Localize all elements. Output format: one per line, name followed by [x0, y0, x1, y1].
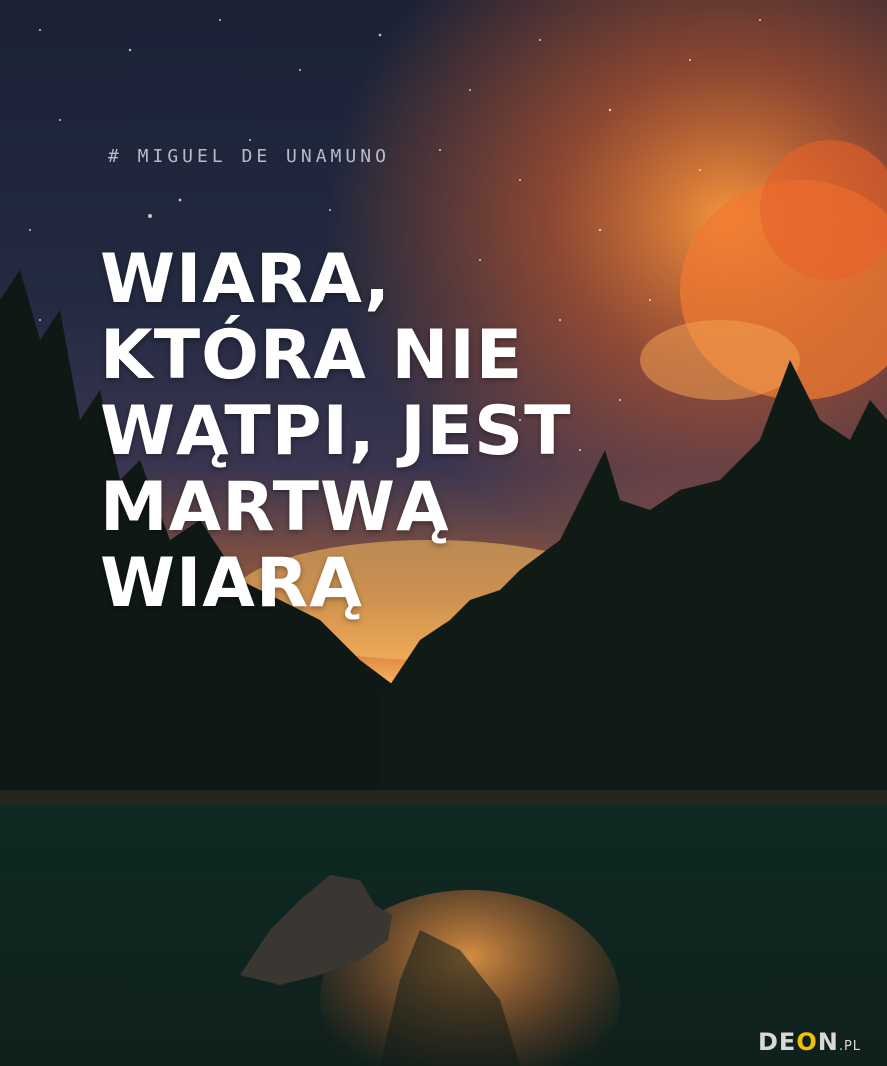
quote-line: MARTWĄ	[100, 468, 450, 547]
deon-logo	[758, 1028, 861, 1056]
quote-line: KTÓRA NIE	[100, 316, 524, 395]
logo-part: DE	[758, 1028, 797, 1056]
quote-text	[100, 242, 700, 622]
quote-line: WIARA,	[100, 240, 392, 319]
shoreline	[0, 790, 887, 806]
author-tag: # MIGUEL DE UNAMUNO	[108, 146, 390, 167]
quote-line: WĄTPI, JEST	[100, 392, 572, 471]
quote-line: WIARĄ	[100, 544, 363, 623]
logo-o: O	[796, 1028, 818, 1056]
logo-part: N	[817, 1028, 839, 1056]
logo-suffix: .PL	[838, 1039, 862, 1054]
